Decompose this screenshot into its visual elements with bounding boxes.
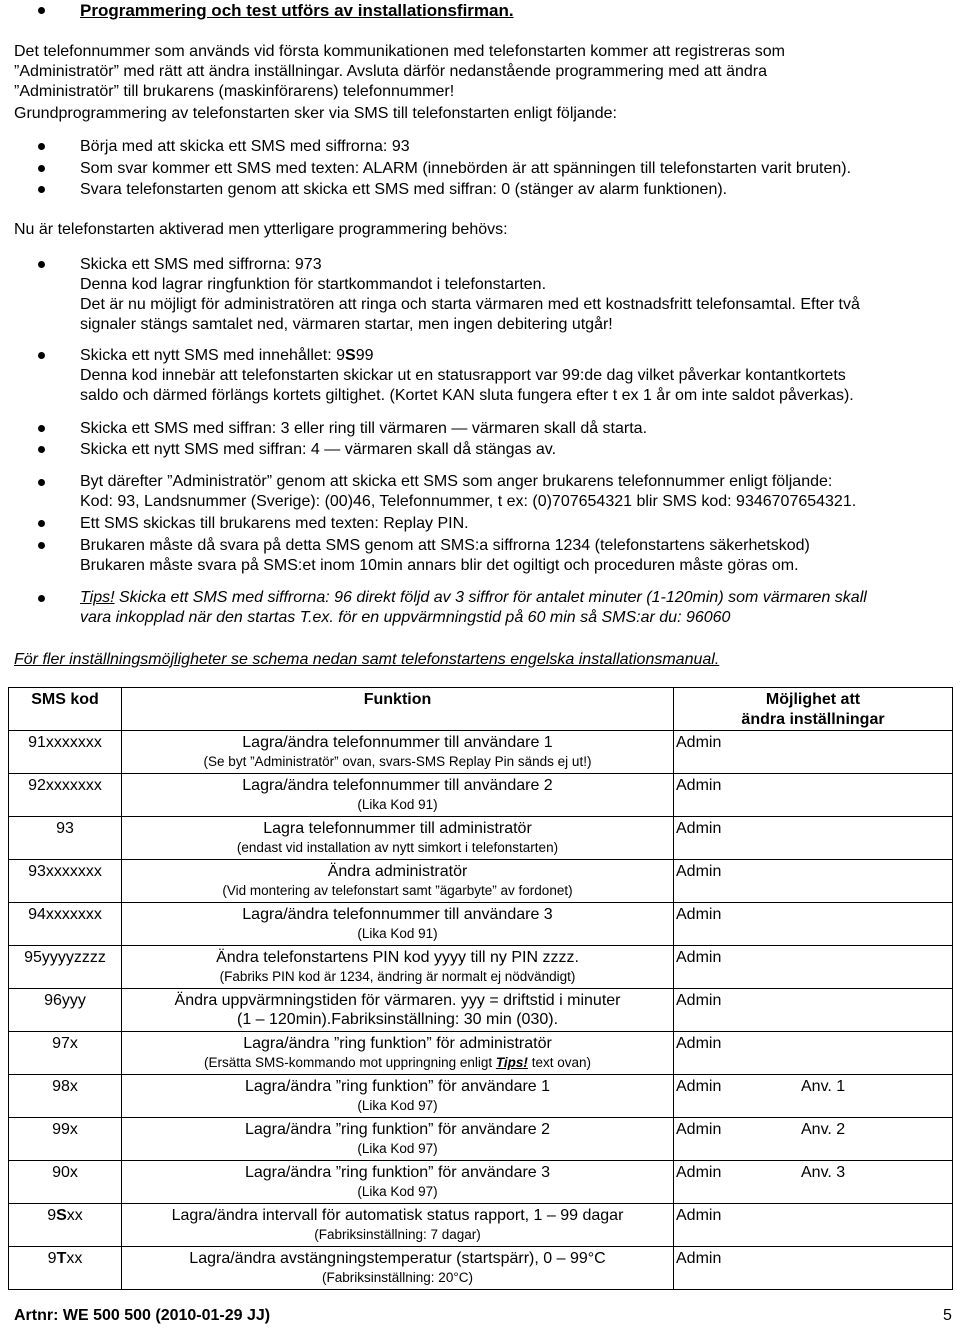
function-title: Ändra telefonstartens PIN kod yyyy till ny PIN zzzz.: [216, 949, 579, 966]
article-number: Artnr: WE 500 500 (2010-01-29 JJ): [14, 1307, 271, 1324]
header-sms-code: SMS kod: [9, 688, 122, 731]
step-text: Börja med att skicka ett SMS med siffrorna: 93: [80, 138, 410, 155]
header-function: Funktion: [122, 688, 674, 731]
table-row: [9, 1075, 953, 1118]
bullet: [38, 542, 45, 549]
table-row: [9, 1161, 953, 1204]
bullet: [38, 446, 45, 453]
permission-admin: Admin: [676, 1121, 722, 1138]
bullet: [38, 479, 45, 486]
table-row: [9, 1032, 953, 1075]
permission-cell: [674, 903, 953, 946]
activated-text: Nu är telefonstarten aktiverad men ytterligare programmering behövs:: [14, 221, 508, 238]
function-note: (Fabriksinställning: 7 dagar): [314, 1227, 481, 1242]
step-text: Byt därefter ”Administratör” genom att skicka ett SMS som anger brukarens telefonnummer enligt följande:: [80, 473, 833, 490]
sms-code-cell: 98x: [9, 1075, 122, 1118]
function-note-part: (Ersätta SMS-kommando mot uppringning enligt: [204, 1055, 496, 1070]
table-row: [9, 1247, 953, 1290]
function-note: [122, 1053, 673, 1072]
step-text-part: 99: [355, 347, 374, 364]
function-title: Lagra/ändra telefonnummer till användare 3: [242, 906, 553, 923]
permission-cell: [674, 774, 953, 817]
step-text: Som svar kommer ett SMS med texten: ALARM (innebörden är att spänningen till telefonstarten varit bruten).: [80, 160, 852, 177]
permission-admin: Admin: [676, 1250, 722, 1267]
permission-admin: Admin: [676, 1035, 722, 1052]
table-row: [9, 1204, 953, 1247]
sms-code-cell: 97x: [9, 1032, 122, 1075]
intro-line: Det telefonnummer som används vid första kommunikationen med telefonstarten kommer att registreras som: [14, 43, 785, 60]
step-text: Brukaren måste då svara på detta SMS genom att SMS:a siffrorna 1234 (telefonstartens säkerhetskod): [80, 537, 810, 554]
intro-line: ”Administratör” med rätt att ändra inställningar. Avsluta därför nedanstående programmering med att ändra: [14, 63, 767, 80]
function-title: Lagra/ändra ”ring funktion” för administratör: [243, 1035, 552, 1052]
function-title: Lagra/ändra ”ring funktion” för användare 3: [244, 1164, 551, 1181]
permission-admin: Admin: [676, 1078, 722, 1095]
sms-code-part: xx: [66, 1250, 83, 1267]
tips-body: Skicka ett SMS med siffrorna: 96 direkt följd av 3 siffror för antalet minuter (1-120min) som värmaren skall: [114, 589, 867, 606]
function-cell: [122, 903, 674, 946]
bullet: [38, 261, 45, 268]
step-text: Ett SMS skickas till brukarens med texten: Replay PIN.: [80, 515, 469, 532]
step-text: Kod: 93, Landsnummer (Sverige): (00)46, Telefonnummer, t ex: (0)707654321 blir SMS kod: 9346707654321.: [80, 493, 857, 510]
function-note: (Se byt ”Administratör” ovan, svars-SMS Replay Pin sänds ej ut!): [203, 754, 592, 769]
table-row: [9, 989, 953, 1032]
header-permission-line: ändra inställningar: [741, 711, 885, 728]
step-text: Denna kod innebär att telefonstarten skickar ut en statusrapport var 99:de dag vilket påverkar kontantkortets: [80, 367, 846, 384]
table-row: [9, 774, 953, 817]
permission-admin: Admin: [676, 1207, 722, 1224]
step-text: Skicka ett nytt SMS med siffran: 4 — värmaren skall då stängas av.: [80, 441, 557, 458]
sms-code-cell: 93: [9, 817, 122, 860]
permission-cell: [674, 1032, 953, 1075]
permission-admin: Admin: [676, 777, 722, 794]
function-title: Lagra/ändra telefonnummer till användare 2: [242, 777, 553, 794]
permission-cell: [674, 1204, 953, 1247]
function-cell: [122, 860, 674, 903]
function-note-part: text ovan): [527, 1055, 591, 1070]
step-text: Skicka ett SMS med siffrorna: 973: [80, 256, 322, 273]
function-cell: [122, 817, 674, 860]
function-title: Lagra telefonnummer till administratör: [263, 820, 532, 837]
function-title: Lagra/ändra ”ring funktion” för användare 1: [244, 1078, 551, 1095]
permission-admin: Admin: [676, 820, 722, 837]
function-title: Lagra/ändra telefonnummer till användare 1: [242, 734, 553, 751]
function-cell: [122, 1161, 674, 1204]
function-title: Ändra administratör: [327, 863, 468, 880]
permission-user: Anv. 2: [801, 1121, 846, 1138]
table-row: [9, 946, 953, 989]
table-row: [9, 903, 953, 946]
permission-cell: [674, 817, 953, 860]
sms-code-part: 9: [47, 1207, 57, 1224]
sms-code-cell: 95yyyyzzzz: [9, 946, 122, 989]
permission-cell: [674, 1075, 953, 1118]
function-cell: [122, 1032, 674, 1075]
permission-admin: Admin: [676, 863, 722, 880]
function-note: (Fabriksinställning: 20°C): [322, 1270, 473, 1285]
step-text: saldo och därmed förlängs kortets giltighet. (Kortet KAN sluta fungera efter t ex 1 år om inte saldot påverkas).: [80, 387, 854, 404]
function-cell: [122, 946, 674, 989]
sms-code-part: xx: [66, 1207, 83, 1224]
permission-admin: Admin: [676, 992, 722, 1009]
tips-label: Tips!: [80, 589, 115, 606]
bullet: [38, 165, 45, 172]
step-text: [80, 346, 373, 366]
tips-ref: Tips!: [495, 1055, 528, 1070]
sms-code-cell: 90x: [9, 1161, 122, 1204]
sms-code-cell: 93xxxxxxx: [9, 860, 122, 903]
function-note: (Lika Kod 91): [357, 797, 438, 812]
function-title: Lagra/ändra intervall för automatisk status rapport, 1 – 99 dagar: [171, 1207, 624, 1224]
step-text-part: Skicka ett nytt SMS med innehållet: 9: [80, 347, 346, 364]
permission-cell: [674, 989, 953, 1032]
function-cell: [122, 1118, 674, 1161]
sms-code-part: 9: [47, 1250, 57, 1267]
step-text: Denna kod lagrar ringfunktion för startkommandot i telefonstarten.: [80, 276, 547, 293]
permission-cell: [674, 1247, 953, 1290]
sms-code-cell: 91xxxxxxx: [9, 731, 122, 774]
function-note: (Lika Kod 97): [357, 1098, 438, 1113]
bullet: [38, 186, 45, 193]
step-text: Brukaren måste svara på SMS:et inom 10min annars blir det ogiltigt och proceduren måste göras om.: [80, 557, 799, 574]
table-header-row: [9, 688, 953, 731]
step-text: Svara telefonstarten genom att skicka ett SMS med siffran: 0 (stänger av alarm funktionen).: [80, 181, 728, 198]
bullet: [38, 143, 45, 150]
function-cell: [122, 989, 674, 1032]
tips-text: vara inkopplad när den startas T.ex. för en uppvärmningstid på 60 min så SMS:ar du: 96060: [80, 609, 731, 626]
step-text: Det är nu möjligt för administratören att ringa och starta värmaren med ett kostnadsfritt telefonsamtal. Efter två: [80, 296, 860, 313]
table-row: [9, 860, 953, 903]
more-info-text: För fler inställningsmöjligheter se schema nedan samt telefonstartens engelska installationsmanual.: [14, 651, 720, 668]
function-title: Ändra uppvärmningstiden för värmaren. yyy = driftstid i minuter: [174, 992, 621, 1009]
sms-code-cell: 92xxxxxxx: [9, 774, 122, 817]
permission-admin: Admin: [676, 906, 722, 923]
function-cell: [122, 1204, 674, 1247]
sms-code-cell: 94xxxxxxx: [9, 903, 122, 946]
permission-cell: [674, 860, 953, 903]
permission-cell: [674, 1118, 953, 1161]
sms-code-cell: 96yyy: [9, 989, 122, 1032]
tips-text: [80, 588, 867, 608]
sms-code-table: [8, 687, 953, 1290]
function-note: (1 – 120min).Fabriksinställning: 30 min (030).: [236, 1011, 559, 1028]
permission-cell: [674, 731, 953, 774]
bullet: [38, 520, 45, 527]
function-cell: [122, 1247, 674, 1290]
permission-cell: [674, 1161, 953, 1204]
sms-code-cell: 99x: [9, 1118, 122, 1161]
header-permission: [674, 688, 953, 731]
sms-code-letter: S: [56, 1207, 67, 1224]
table-row: [9, 731, 953, 774]
permission-admin: Admin: [676, 734, 722, 751]
function-note: (Vid montering av telefonstart samt ”ägarbyte” av fordonet): [222, 883, 573, 898]
bullet: [38, 425, 45, 432]
header-permission-line: Möjlighet att: [765, 691, 861, 708]
function-note: (Lika Kod 97): [357, 1184, 438, 1199]
permission-admin: Admin: [676, 949, 722, 966]
function-cell: [122, 774, 674, 817]
page-number: 5: [943, 1307, 952, 1324]
function-cell: [122, 731, 674, 774]
permission-user: Anv. 3: [801, 1164, 846, 1181]
table-row: [9, 1118, 953, 1161]
sms-code-cell: [9, 1247, 122, 1290]
sms-code-letter: T: [56, 1250, 67, 1267]
code-letter: S: [345, 347, 356, 364]
table-row: [9, 817, 953, 860]
step-text: signaler stängs samtalet ned, värmaren startar, men ingen debitering utgår!: [80, 316, 613, 333]
function-note: (Lika Kod 91): [357, 926, 438, 941]
bullet: [38, 595, 45, 602]
function-note: (endast vid installation av nytt simkort i telefonstarten): [236, 840, 559, 855]
function-note: (Lika Kod 97): [357, 1141, 438, 1156]
section-heading: Programmering och test utförs av installationsfirman.: [80, 1, 514, 20]
permission-admin: Admin: [676, 1164, 722, 1181]
bullet: [38, 352, 45, 359]
function-title: Lagra/ändra avstängningstemperatur (startspärr), 0 – 99°C: [189, 1250, 606, 1267]
permission-cell: [674, 946, 953, 989]
function-cell: [122, 1075, 674, 1118]
permission-user: Anv. 1: [801, 1078, 846, 1095]
function-note: (Fabriks PIN kod är 1234, ändring är normalt ej nödvändigt): [219, 969, 576, 984]
bullet: [38, 7, 45, 14]
intro-line: Grundprogrammering av telefonstarten sker via SMS till telefonstarten enligt följande:: [14, 105, 617, 122]
sms-code-cell: [9, 1204, 122, 1247]
function-title: Lagra/ändra ”ring funktion” för användare 2: [244, 1121, 551, 1138]
intro-line: ”Administratör” till brukarens (maskinförarens) telefonnummer!: [14, 83, 455, 100]
step-text: Skicka ett SMS med siffran: 3 eller ring till värmaren — värmaren skall då starta.: [80, 420, 648, 437]
